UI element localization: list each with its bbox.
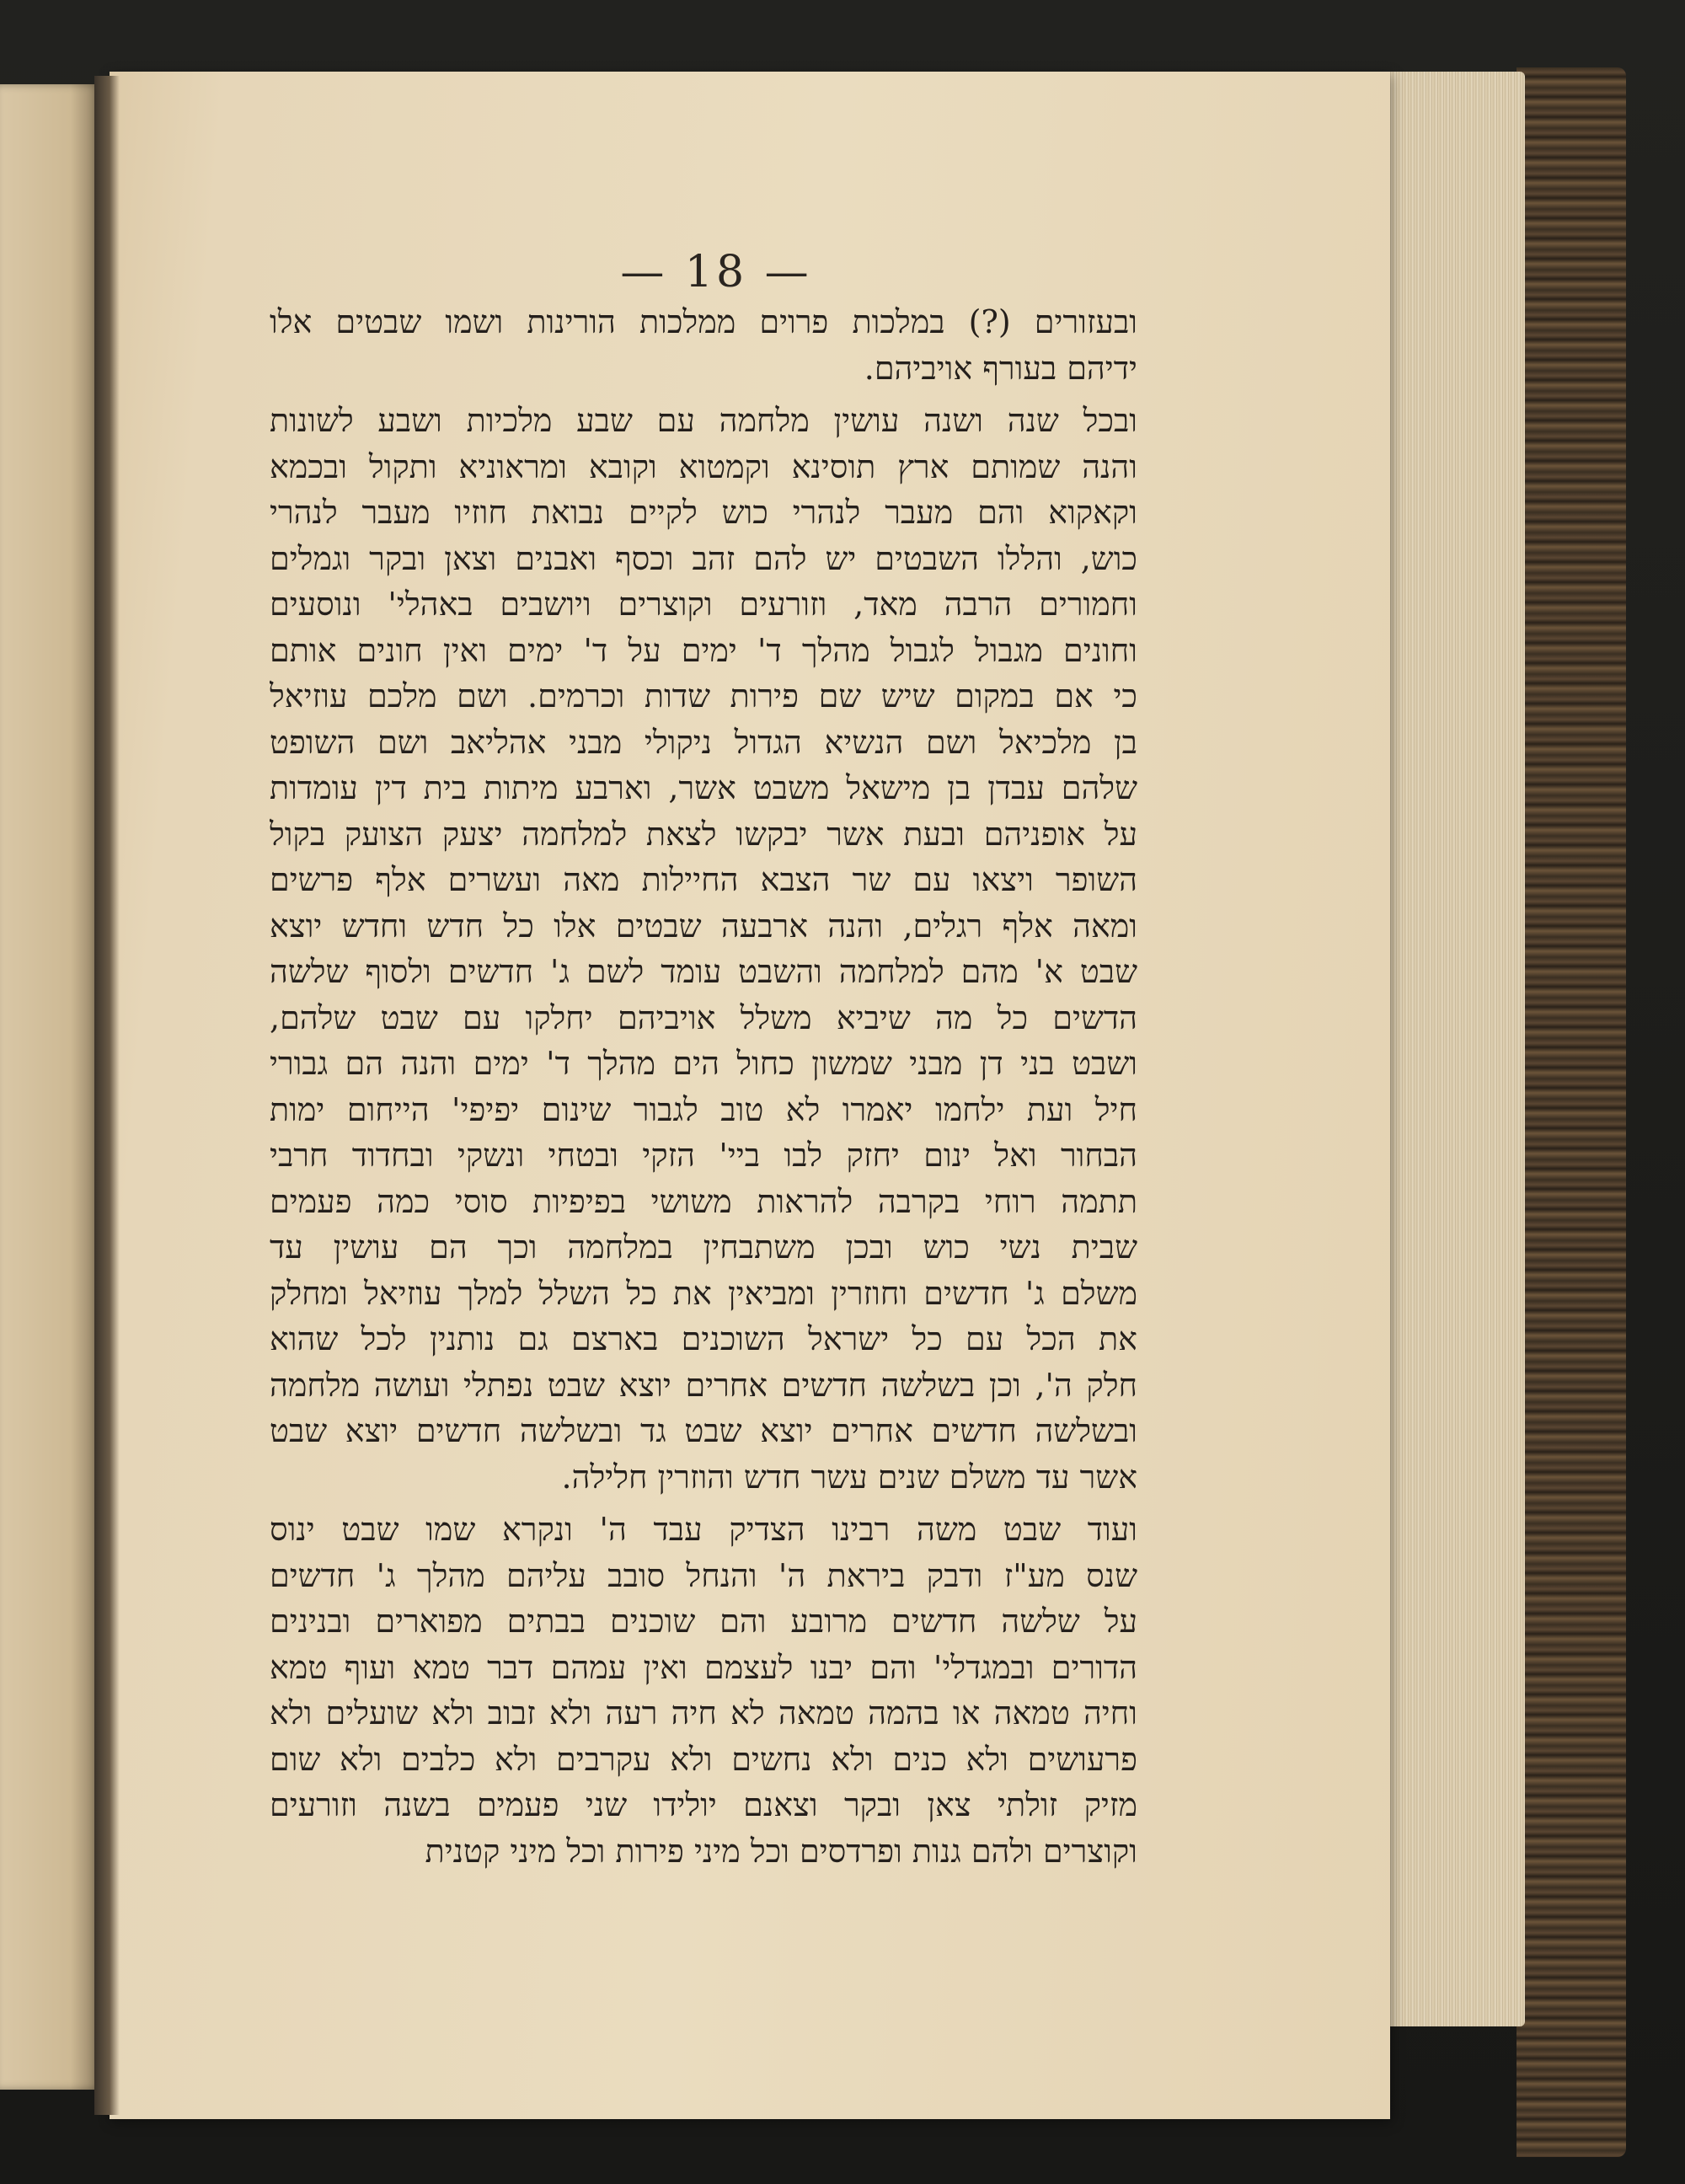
text-line: ומאה אלף רגלים, והנה ארבעה שבטים אלו כל חדש וחדש יוצא bbox=[270, 907, 1137, 945]
text-line: וקוצרים ולהם גנות ופרדסים וכל מיני פירות וכל מיני קטנית bbox=[425, 1832, 1137, 1870]
text-line: שבית נשי כוש ובכן משתבחין במלחמה וכך הם עושין עד bbox=[270, 1228, 1137, 1266]
book-page bbox=[110, 72, 1390, 2119]
paragraph-gap bbox=[270, 391, 1137, 398]
text-line: וחמורים הרבה מאד, וזורעים וקוצרים ויושבים באהלי' ונוסעים bbox=[270, 586, 1137, 623]
text-line: כי אם במקום שיש שם פירות שדות וכרמים. ושם מלכם עוזיאל bbox=[270, 677, 1137, 715]
text-line: ובעזורים (?) במלכות פרוים ממלכות הורינות ושמו שבטים אלו bbox=[270, 303, 1137, 340]
text-line: הדשים כל מה שיביא משלל אויביהם יחלקו עם שבט שלהם, bbox=[270, 998, 1137, 1036]
text-line: ועוד שבט משה רבינו הצדיק עבד ה' ונקרא שמו שבט ינוס bbox=[270, 1511, 1137, 1548]
text-line: הדורים ובמגדלי' והם יבנו לעצמם ואין עמהם דבר טמא ועוף טמא bbox=[270, 1648, 1137, 1686]
text-line: וחיה טמאה או בהמה טמאה לא חיה רעה ולא זבוב ולא שועלים ולא bbox=[270, 1694, 1137, 1732]
text-line: והנה שמותם ארץ תוסינא וקמטוא וקובא ומראוניא ותקול ובכמא bbox=[270, 447, 1137, 485]
paragraph bbox=[270, 398, 1137, 1500]
book-cover bbox=[1516, 67, 1626, 2157]
text-line: תתמה רוחי בקרבה להראות משושי בפיפיות סוסי כמה פעמים bbox=[270, 1182, 1137, 1220]
text-line: שבט א' מהם למלחמה והשבט עומד לשם ג' חדשים ולסוף שלשה bbox=[270, 953, 1137, 990]
text-line: כוש, והללו השבטים יש להם זהב וכסף ואבנים וצאן ובקר וגמלים bbox=[270, 539, 1137, 577]
text-line: שנס מע"ז ודבק ביראת ה' והנחל סובב עליהם מהלך ג' חדשים bbox=[270, 1556, 1137, 1594]
text-line: חלק ה', וכן בשלשה חדשים אחרים יוצא שבט נפתלי ועושה מלחמה bbox=[270, 1366, 1137, 1404]
left-page-edge bbox=[0, 84, 101, 2090]
text-line: את הכל עם כל ישראל השוכנים בארצם גם נותנין לכל שהוא bbox=[270, 1320, 1137, 1357]
text-line: על אופניהם ובעת אשר יבקשו לצאת למלחמה יצעק הצועק בקול bbox=[270, 815, 1137, 853]
text-line: חיל ועת ילחמו יאמרו לא טוב לגבור שינום יפיפי' הייחום ימות bbox=[270, 1090, 1137, 1128]
gutter-shadow bbox=[94, 76, 120, 2115]
page-edges bbox=[1373, 72, 1525, 2026]
paragraph-gap bbox=[270, 1500, 1137, 1507]
text-line: ידיהם בעורף אויביהם. bbox=[864, 349, 1137, 387]
text-line: הבחור ואל ינום יחזק לבו ביי' הזקי ובטחי ונשקי ובחדוד חרבי bbox=[270, 1137, 1137, 1174]
page-number: — 18 — bbox=[620, 247, 812, 297]
text-line: משלם ג' חדשים וחוזרין ומביאין את כל השלל למלך עוזיאל ומחלק bbox=[270, 1274, 1137, 1312]
text-line: ובכל שנה ושנה עושין מלחמה עם שבע מלכיות ושבע לשונות bbox=[270, 402, 1137, 439]
text-line: מזיק זולתי צאן ובקר וצאנם יולידו שני פעמים בשנה וזורעים bbox=[270, 1786, 1137, 1823]
text-line: על שלשה חדשים מרובע והם שוכנים בבתים מפוארים ובנינים bbox=[270, 1603, 1137, 1640]
text-line: אשר עד משלם שנים עשר חדש והוזרין חלילה. bbox=[561, 1458, 1137, 1496]
text-line: וחונים מגבול לגבול מהלך ד' ימים על ד' ימים ואין חונים אותם bbox=[270, 631, 1137, 669]
text-line: השופר ויצאו עם שר הצבא החיילות מאה ועשרים אלף פרשים bbox=[270, 861, 1137, 898]
text-line: וקאקוא והם מעבר לנהרי כוש לקיים נבואת חוזיו מעבר לנהרי bbox=[270, 494, 1137, 531]
text-line: פרעושים ולא כנים ולא נחשים ולא עקרבים ולא כלבים ולא שום bbox=[270, 1740, 1137, 1778]
text-line: ושבט בני דן מבני שמשון כחול הים מהלך ד' ימים והנה הם גבורי bbox=[270, 1045, 1137, 1082]
text-line: ובשלשה חדשים אחרים יוצא שבט גד ובשלשה חדשים יוצא שבט bbox=[270, 1412, 1137, 1449]
text-line: בן מלכיאל ושם הנשיא הגדול ניקולי מבני אהליאב ושם השופט bbox=[270, 723, 1137, 761]
text-line: שלהם עבדן בן מישאל משבט אשר, וארבע מיתות בית דין עומדות bbox=[270, 769, 1137, 806]
paragraph bbox=[270, 1507, 1137, 1874]
paragraph bbox=[270, 299, 1137, 391]
page-text bbox=[270, 299, 1137, 1874]
